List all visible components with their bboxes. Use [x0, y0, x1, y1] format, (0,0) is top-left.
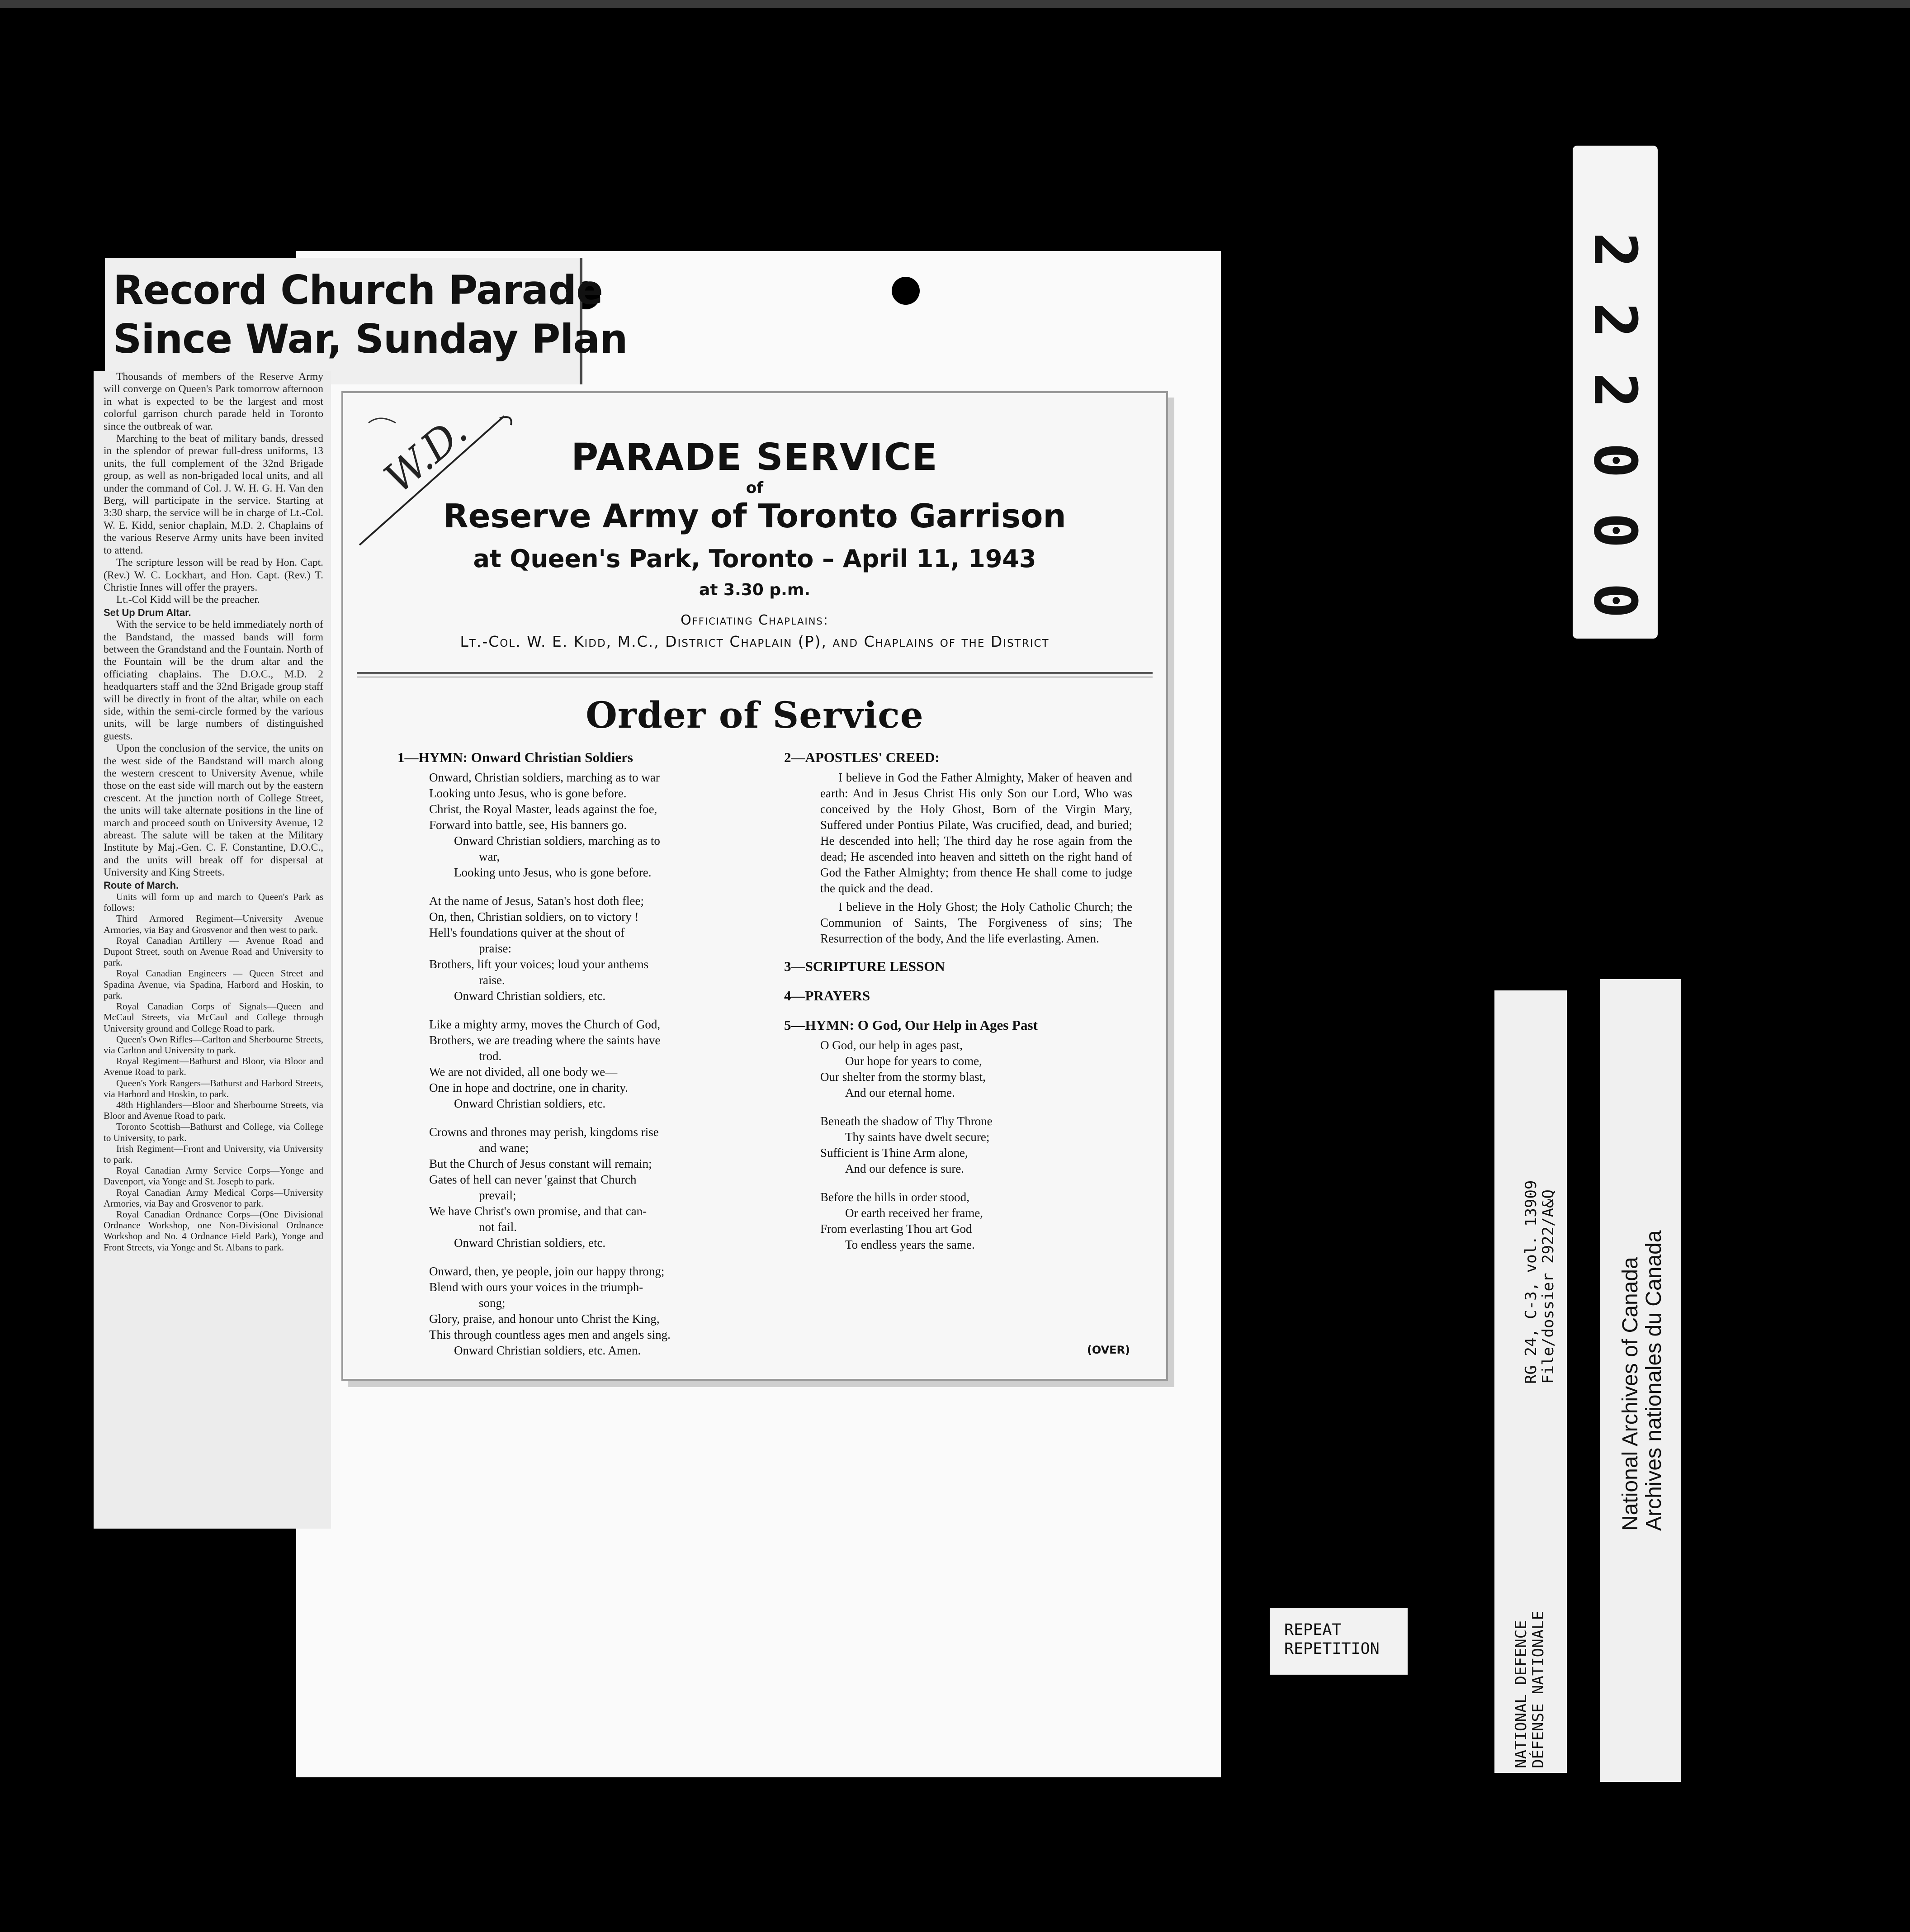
hymn-line: Brothers, we are treading where the saints have — [429, 1033, 661, 1047]
route-entry: Third Armored Regiment—University Avenue Armories, via Bay and Grosvenor and then west to park. — [104, 913, 323, 935]
headline-line-1: Record Church Parade — [113, 267, 603, 313]
hymn2-heading: 5—HYMN: O God, Our Help in Ages Past — [784, 1017, 1038, 1033]
route-entry: Queen's Own Rifles—Carlton and Sherbourne Streets, via Carlton and University to park. — [104, 1033, 323, 1056]
route-entry: Royal Canadian Army Service Corps—Yonge and Davenport, via Yonge and St. Joseph to park. — [104, 1165, 323, 1187]
pencil-initials: W.D. — [375, 407, 477, 502]
hymn-line: To endless years the same. — [845, 1238, 975, 1251]
clipping-paragraph: Upon the conclusion of the service, the units on the west side of the Bandstand will march along the western crescent to University Avenue, while those on the east side will march out by the eastern crescent. At the junction north of College Street, the units will take alternate positions in the line of march and proceed south on University Avenue, 12 abreast. The salute will be taken at the Military Institute by Maj.-Gen. C. F. Constantine, D.O.C., and the units will break off for dispersal at University and King Streets. — [104, 743, 323, 879]
hymn-line: Christ, the Royal Master, leads against the foe, — [429, 802, 657, 816]
hymn-line: Looking unto Jesus, who is gone before. — [429, 786, 627, 800]
rg-reference — [1522, 1180, 1557, 1384]
clipping-body — [104, 371, 323, 1253]
hymn-line: not fail. — [479, 1220, 517, 1234]
lac-line-1: National Archives of Canada — [1618, 1257, 1642, 1531]
route-entry: 48th Highlanders—Bloor and Sherbourne Streets, via Bloor and Avenue Road to park. — [104, 1099, 323, 1122]
route-entry: Units will form up and march to Queen's Park as follows: — [104, 891, 323, 914]
creed-text — [784, 770, 1132, 947]
rg-line-1: RG 24, C-3, vol. 13909 — [1522, 1180, 1540, 1384]
frame-digit: 0 — [1581, 442, 1650, 478]
creed-paragraph-1: I believe in God the Father Almighty, Maker of heaven and earth: And in Jesus Christ His only Son our Lord, Who was conceived by the Holy Ghost, Born of the Virgin Mary, Suffered under Pontius Pilate, Was crucified, dead, and buried; He descended into hell; The third day he rose again from the dead; He ascended into heaven and sitteth on the right hand of God the Father Almighty; from thence He shall come to judge the quick and the dead. — [820, 771, 1132, 895]
hymn-line: and wane; — [479, 1141, 529, 1155]
clipping-paragraph: With the service to be held immediately north of the Bandstand, the massed bands will form between the Grandstand and the Fountain. North of the Fountain will be the drum altar and the officiating chaplains. The D.O.C., M.D. 2 headquarters staff and the 32nd Brigade group staff will be directly in front of the altar, while on each side, within the semi-circle formed by the various units, will be large numbers of distinguished guests. — [104, 619, 323, 742]
hymn-line: Our hope for years to come, — [845, 1054, 982, 1068]
hymn-line: Onward Christian soldiers, etc. — [454, 989, 606, 1003]
hymn-line: Sufficient is Thine Arm alone, — [820, 1146, 968, 1160]
prayers-heading: 4—PRAYERS — [784, 988, 870, 1004]
rg-line-2: File/dossier 2922/A&Q — [1539, 1189, 1557, 1384]
hymn-line: And our eternal home. — [845, 1086, 955, 1099]
hymn-line: Hell's foundations quiver at the shout of — [429, 926, 625, 939]
hymn-line: This through countless ages men and angels sing. — [429, 1328, 671, 1341]
national-defence-label — [1494, 990, 1567, 1773]
hymn-line: Onward Christian soldiers, etc. Amen. — [454, 1344, 641, 1357]
hymn-line: We have Christ's own promise, and that can- — [429, 1204, 647, 1218]
order-of-service-heading: Order of Service — [586, 694, 924, 736]
punch-hole-right — [892, 277, 920, 305]
clipping-paragraph: The scripture lesson will be read by Hon. Capt. (Rev.) W. C. Lockhart, and Hon. Capt. (Rev.) T. Christie Innes will offer the prayers. — [104, 557, 323, 593]
clipping-paragraphs — [104, 371, 323, 606]
hymn-line: Before the hills in order stood, — [820, 1190, 969, 1204]
hymn-line: Looking unto Jesus, who is gone before. — [454, 866, 652, 879]
route-entry: Toronto Scottish—Bathurst and College, via College to University, to park. — [104, 1121, 323, 1143]
repeat-label — [1270, 1608, 1408, 1675]
creed-paragraph-2: I believe in the Holy Ghost; the Holy Catholic Church; the Communion of Saints, The Forgiveness of sins; The Resurrection of the body, And the life everlasting. Amen. — [820, 900, 1132, 945]
hymn-line: Our shelter from the stormy blast, — [820, 1070, 986, 1084]
hymn-line: raise. — [479, 973, 505, 987]
hymn-line: prevail; — [479, 1189, 516, 1202]
national-defence-text — [1513, 1611, 1547, 1768]
clipping-paragraph: Marching to the beat of military bands, dressed in the splendor of prewar full-dress uniforms, 13 units, the full complement of the 32nd Brigade group, as well as non-brigaded local units, and all under the command of Col. J. W. H. G. H. Van den Berg, will participate in the service. Starting at 3:30 sharp, the service will be in charge of Lt.-Col. W. E. Kidd, senior chaplain, M.D. 2. Chaplains of the various Reserve Army units have been invited to attend. — [104, 433, 323, 556]
hymn-line: Beneath the shadow of Thy Throne — [820, 1114, 993, 1128]
frame-digit: 2 — [1581, 232, 1650, 268]
hymn-line: Onward, Christian soldiers, marching as to war — [429, 771, 660, 784]
clipping-paragraph: Thousands of members of the Reserve Army will converge on Queen's Park tomorrow afternoon in what is expected to be the largest and most colorful garrison church parade held in Toronto since the outbreak of war. — [104, 371, 323, 432]
program-time: at 3.30 p.m. — [699, 581, 811, 599]
hymn-line: song; — [479, 1296, 506, 1310]
hymn-stanza — [820, 1189, 1132, 1253]
archives-text — [1619, 1231, 1666, 1531]
hymn-line: Onward Christian soldiers, etc. — [454, 1236, 606, 1250]
frame-number-strip — [1573, 146, 1658, 639]
hymn-line: But the Church of Jesus constant will remain; — [429, 1157, 652, 1170]
hymn-line: war, — [479, 850, 500, 863]
hymn-line: Crowns and thrones may perish, kingdoms rise — [429, 1125, 659, 1139]
hymn-line: At the name of Jesus, Satan's host doth flee; — [429, 894, 644, 908]
lac-line-2: Archives nationales du Canada — [1642, 1230, 1666, 1531]
repeat-line-1: REPEAT — [1284, 1621, 1342, 1639]
newspaper-clipping — [94, 371, 331, 1529]
hymn2-stanzas — [784, 1037, 1132, 1253]
hymn-stanza — [429, 1264, 768, 1359]
nd-line-2: DÉFENSE NATIONALE — [1529, 1611, 1547, 1768]
hymn-stanza — [429, 893, 768, 1004]
hymn-line: Brothers, lift your voices; loud your anthems — [429, 957, 649, 971]
hymn-line: One in hope and doctrine, one in charity. — [429, 1081, 628, 1094]
program-title: PARADE SERVICE — [571, 436, 938, 479]
hymn-line: We are not divided, all one body we— — [429, 1065, 618, 1079]
program-place-date: at Queen's Park, Toronto – April 11, 1943 — [473, 545, 1036, 573]
route-entry: Royal Regiment—Bathurst and Bloor, via Bloor and Avenue Road to park. — [104, 1056, 323, 1078]
archives-label — [1600, 979, 1681, 1782]
frame-digit: 0 — [1581, 582, 1650, 619]
hymn-line: Forward into battle, see, His banners go. — [429, 818, 627, 832]
hymn-line: Like a mighty army, moves the Church of God, — [429, 1018, 661, 1031]
hymn-line: Gates of hell can never 'gainst that Church — [429, 1173, 637, 1186]
hymn-line: On, then, Christian soldiers, on to victory ! — [429, 910, 639, 923]
hymn-line: And our defence is sure. — [845, 1162, 964, 1175]
program-of: of — [746, 479, 764, 497]
frame-digit: 2 — [1581, 372, 1650, 408]
route-entry: Royal Canadian Ordnance Corps—(One Divisional Ordnance Workshop, one Non-Divisional Ordnance Workshop and No. 4 Ordnance Field Park), Yonge and Front Streets, via Yonge and St. Albans to park. — [104, 1208, 323, 1253]
hymn-stanza — [429, 1017, 768, 1112]
program-left-column — [397, 746, 768, 1371]
route-entry: Royal Canadian Corps of Signals—Queen and McCaul Streets, via McCaul and College through University ground and College Road to park. — [104, 1001, 323, 1034]
clipping-subhead-drum-altar: Set Up Drum Altar. — [104, 606, 191, 618]
over-note: (OVER) — [1087, 1344, 1130, 1356]
pencil-annotation — [350, 405, 518, 554]
program-subtitle: Reserve Army of Toronto Garrison — [443, 497, 1066, 535]
hymn-line: From everlasting Thou art God — [820, 1222, 972, 1236]
route-entry: Royal Canadian Engineers — Queen Street and Spadina Avenue, via Spadina, Harbord and Hoskin, to park. — [104, 968, 323, 1001]
frame-digit: 0 — [1581, 512, 1650, 549]
film-edge-strip — [0, 0, 1910, 8]
clipping-paragraph: Lt.-Col Kidd will be the preacher. — [116, 594, 260, 606]
scripture-heading: 3—SCRIPTURE LESSON — [784, 958, 945, 974]
hymn-line: Or earth received her frame, — [845, 1206, 983, 1220]
hymn-line: Thy saints have dwelt secure; — [845, 1130, 990, 1144]
route-entry: Royal Canadian Army Medical Corps—University Armories, via Bay and Grosvenor to park. — [104, 1187, 323, 1209]
clipping-route-list — [104, 891, 323, 1253]
nd-line-1: NATIONAL DEFENCE — [1512, 1620, 1530, 1768]
route-entry: Queen's York Rangers—Bathurst and Harbord Streets, via Harbord and Hoskin, to park. — [104, 1077, 323, 1099]
clipping-paragraphs-2 — [104, 619, 323, 879]
hymn-stanza — [429, 1124, 768, 1251]
frame-digit: 2 — [1581, 302, 1650, 338]
hymn-line: trod. — [479, 1049, 502, 1063]
route-entry: Royal Canadian Artillery — Avenue Road and Dupont Street, south on Avenue Road and University to park. — [104, 935, 323, 968]
hymn-line: Glory, praise, and honour unto Christ the King, — [429, 1312, 660, 1326]
hymn-line: Onward Christian soldiers, etc. — [454, 1097, 606, 1110]
repeat-line-2: REPETITION — [1284, 1640, 1380, 1658]
clipping-headline — [105, 258, 628, 384]
hymn-line: Blend with ours your voices in the triumph- — [429, 1280, 643, 1294]
route-entry: Irish Regiment—Front and University, via University to park. — [104, 1143, 323, 1165]
hymn-line: Onward, then, ye people, join our happy throng; — [429, 1264, 665, 1278]
officiating-chaplains: Lt.-Col. W. E. Kidd, M.C., District Chaplain (P), and Chaplains of the District — [460, 633, 1050, 650]
hymn-stanza — [820, 1113, 1132, 1177]
hymn1-stanzas — [397, 770, 768, 1359]
hymn1-heading: 1—HYMN: Onward Christian Soldiers — [397, 749, 633, 765]
program-right-column — [784, 746, 1132, 1265]
hymn-stanza — [820, 1037, 1132, 1101]
hymn-line: Onward Christian soldiers, marching as to — [454, 834, 660, 848]
hymn-line: praise: — [479, 942, 511, 955]
hymn-line: O God, our help in ages past, — [820, 1038, 963, 1052]
clipping-subhead-route: Route of March. — [104, 879, 179, 891]
divider-rule — [357, 672, 1153, 674]
creed-heading: 2—APOSTLES' CREED: — [784, 749, 940, 765]
officiating-heading: Officiating Chaplains: — [681, 612, 829, 628]
headline-line-2: Since War, Sunday Plan — [113, 316, 628, 362]
hymn-stanza — [429, 770, 768, 881]
